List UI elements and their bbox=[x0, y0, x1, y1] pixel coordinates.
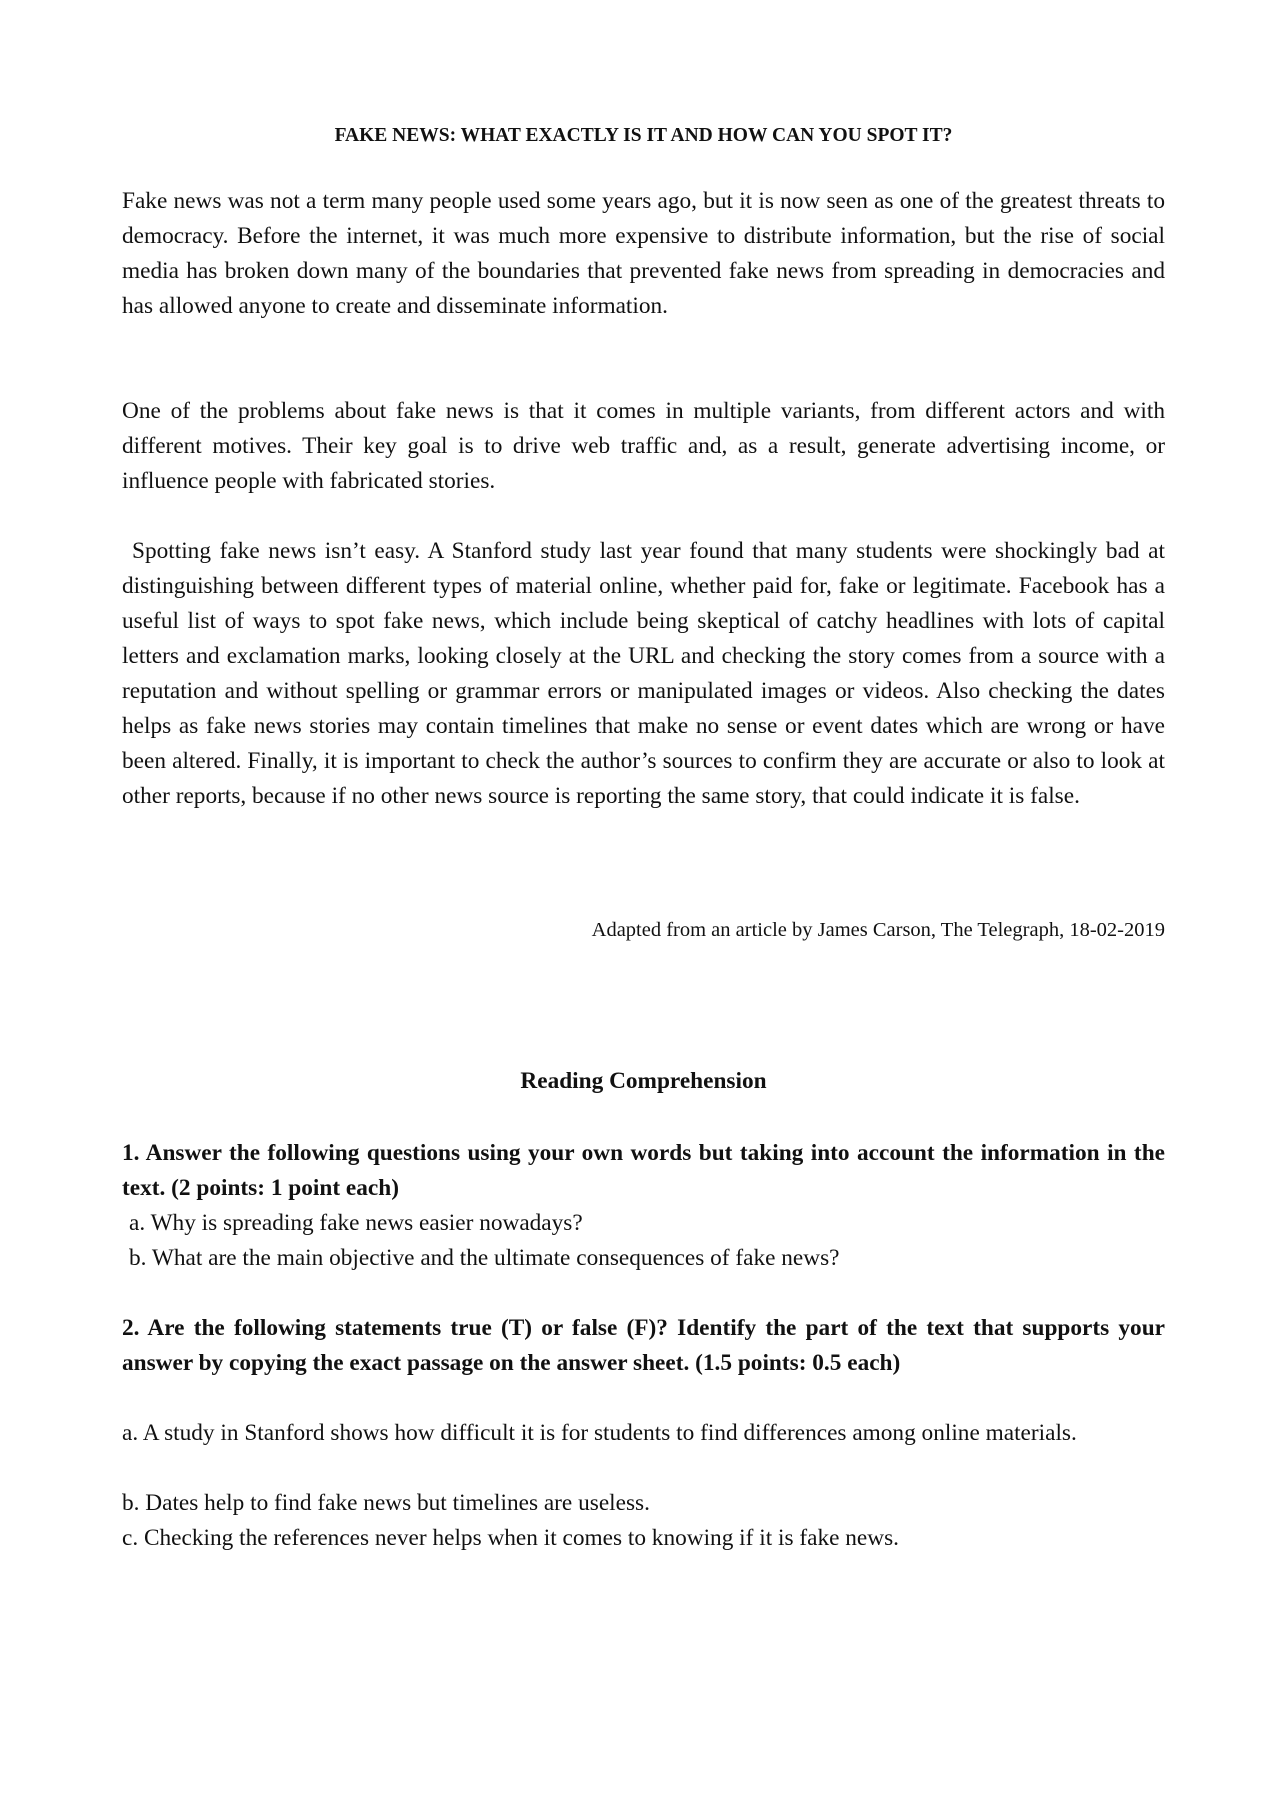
question-2-item-c: c. Checking the references never helps when it comes to knowing if it is fake news. bbox=[122, 1525, 899, 1551]
question-2-item-a: a. A study in Stanford shows how difficult it is for students to find differences among online materials. bbox=[122, 1420, 1077, 1446]
question-1-heading: 1. Answer the following questions using your own words but taking into account the information in the text. (2 points: 1 point each) bbox=[122, 1140, 1165, 1201]
question-2-item-b: b. Dates help to find fake news but timelines are useless. bbox=[122, 1490, 650, 1516]
article-paragraph-3: Spotting fake news isn’t easy. A Stanford study last year found that many students were shockingly bad at distinguishing between different types of material online, whether paid for, fake or legitimate. Facebook has a useful list of ways to spot fake news, which include being skeptical of catchy headlines with lots of capital letters and exclamation marks, looking closely at the URL and checking the story comes from a source with a reputation and without spelling or grammar errors or manipulated images or videos. Also checking the dates helps as fake news stories may contain timelines that make no sense or event dates which are wrong or have been altered. Finally, it is important to check the author’s sources to confirm they are accurate or also to look at other reports, because if no other news source is reporting the same story, that could indicate it is false. bbox=[122, 538, 1165, 809]
question-1-item-a: a. Why is spreading fake news easier nowadays? bbox=[129, 1210, 583, 1236]
question-2-heading: 2. Are the following statements true (T) or false (F)? Identify the part of the text that supports your answer by copying the exact passage on the answer sheet. (1.5 points: 0.5 each) bbox=[122, 1315, 1165, 1376]
article-title: FAKE NEWS: WHAT EXACTLY IS IT AND HOW CAN YOU SPOT IT? bbox=[334, 125, 953, 146]
article-paragraph-2: One of the problems about fake news is that it comes in multiple variants, from different actors and with different motives. Their key goal is to drive web traffic and, as a result, generate advertising income, or influence people with fabricated stories. bbox=[122, 398, 1165, 494]
question-1-item-b: b. What are the main objective and the ultimate consequences of fake news? bbox=[129, 1245, 840, 1271]
section-title-reading-comprehension: Reading Comprehension bbox=[520, 1068, 767, 1094]
article-paragraph-1: Fake news was not a term many people used some years ago, but it is now seen as one of the greatest threats to democracy. Before the internet, it was much more expensive to distribute information, but the rise of social media has broken down many of the boundaries that prevented fake news from spreading in democracies and has allowed anyone to create and disseminate information. bbox=[122, 188, 1165, 319]
article-attribution: Adapted from an article by James Carson, The Telegraph, 18-02-2019 bbox=[591, 919, 1165, 941]
